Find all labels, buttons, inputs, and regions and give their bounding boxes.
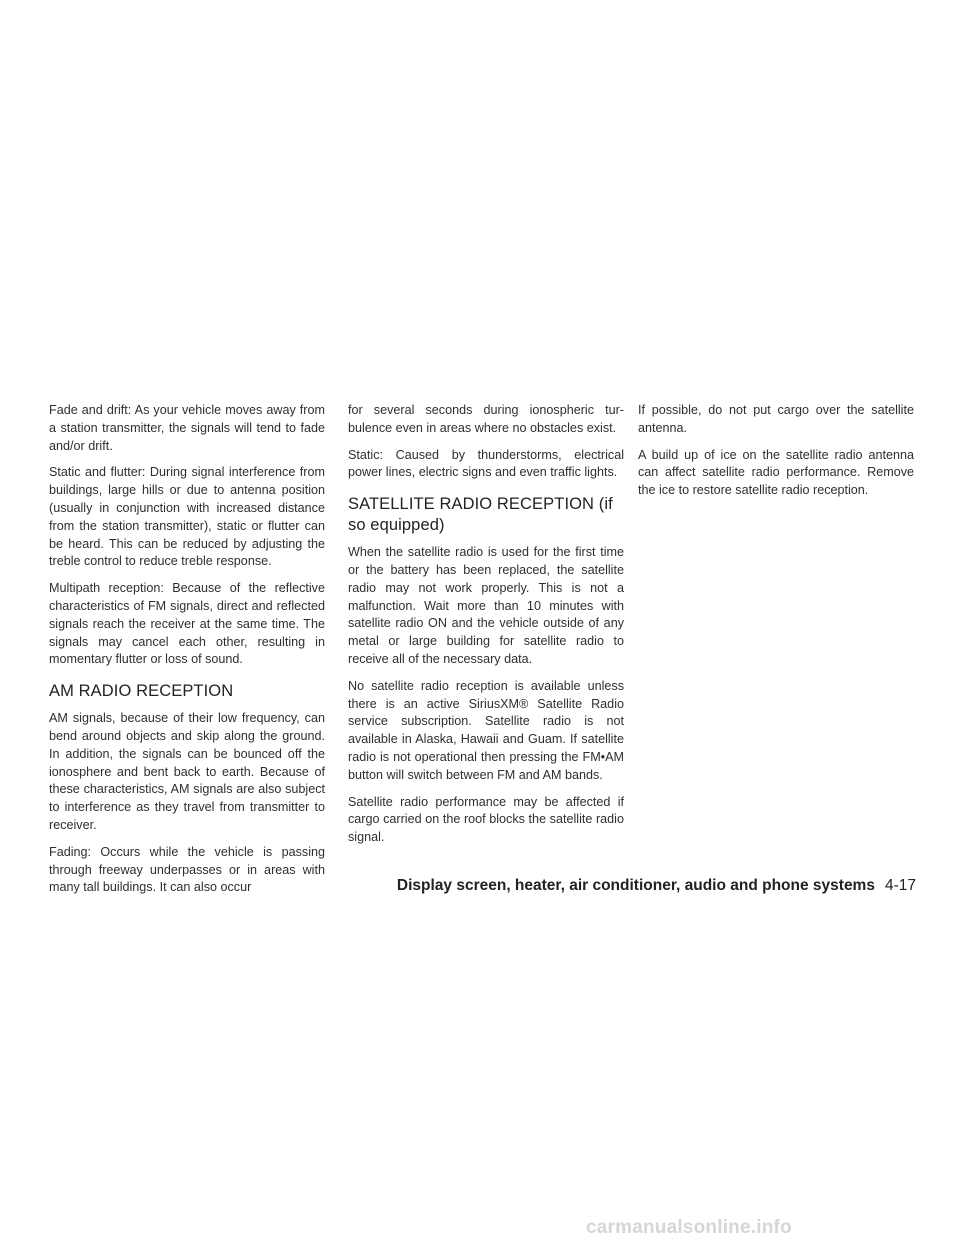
body-paragraph: A build up of ice on the satellite radio antenna can affect satellite radio performance. Remove the ice to restore satellite radio reception. — [638, 447, 914, 498]
body-paragraph: Fade and drift: As your vehicle moves away from a station transmitter, the signals will tend to fade and/or drift. — [49, 403, 325, 453]
body-paragraph: Static and flutter: During signal interference from buildings, large hills or due to antenna position (usually in conjunction with increased distance from the station transmitter), static or flutter can be heard. This can be reduced by adjusting the treble control to reduce treble response. — [49, 465, 325, 569]
body-paragraph: for several seconds during ionospheric turbulence even in areas where no obstacles exist. — [348, 403, 624, 435]
text-column-3 — [638, 402, 914, 509]
body-paragraph: Satellite radio performance may be affected if cargo carried on the roof blocks the satellite radio signal. — [348, 794, 624, 845]
section-heading: SATELLITE RADIO RECEPTION (if so equipped) — [348, 495, 613, 535]
footer-section-title: Display screen, heater, air conditioner, audio and phone systems — [396, 877, 875, 894]
body-paragraph: If possible, do not put cargo over the satellite antenna. — [638, 403, 914, 435]
body-paragraph: No satellite radio reception is available unless there is an active SiriusXM® Satellite Radio service subscription. Satellite radio is not available in Alaska, Hawaii and Guam. If satellite radio is not operational then pressing the FM•AM button will switch between FM and AM bands. — [348, 678, 624, 782]
body-paragraph: When the satellite radio is used for the first time or the battery has been replaced, the satellite radio may not work properly. This is not a malfunction. Wait more than 10 minutes with satellite radio ON and the vehicle outside of any metal or large building for satellite radio to receive all of the necessary data. — [348, 545, 624, 666]
text-column-2 — [348, 402, 624, 856]
section-heading: AM RADIO RECEPTION — [49, 682, 234, 701]
text-column-1 — [49, 402, 325, 906]
body-paragraph: AM signals, because of their low frequency, can bend around objects and skip along the ground. In addition, the signals can be bounced off the ionosphere and bent back to earth. Because of these characteristics, AM signals are also subject to interference as they travel from transmitter to receiver. — [49, 711, 325, 832]
body-paragraph: Static: Caused by thunderstorms, electrical power lines, electric signs and even traffic lights. — [348, 447, 624, 480]
watermark-link[interactable]: carmanualsonline.info — [586, 1217, 792, 1238]
body-paragraph: Fading: Occurs while the vehicle is passing through freeway underpasses or in areas with many tall buildings. It can also occur — [49, 844, 325, 895]
body-paragraph: Multipath reception: Because of the reflective characteristics of FM signals, direct and reflected signals reach the receiver at the same time. The signals may cancel each other, resulting in momentary flutter or loss of sound. — [49, 581, 325, 667]
page-number: 4-17 — [884, 877, 916, 894]
page-footer — [397, 877, 916, 895]
